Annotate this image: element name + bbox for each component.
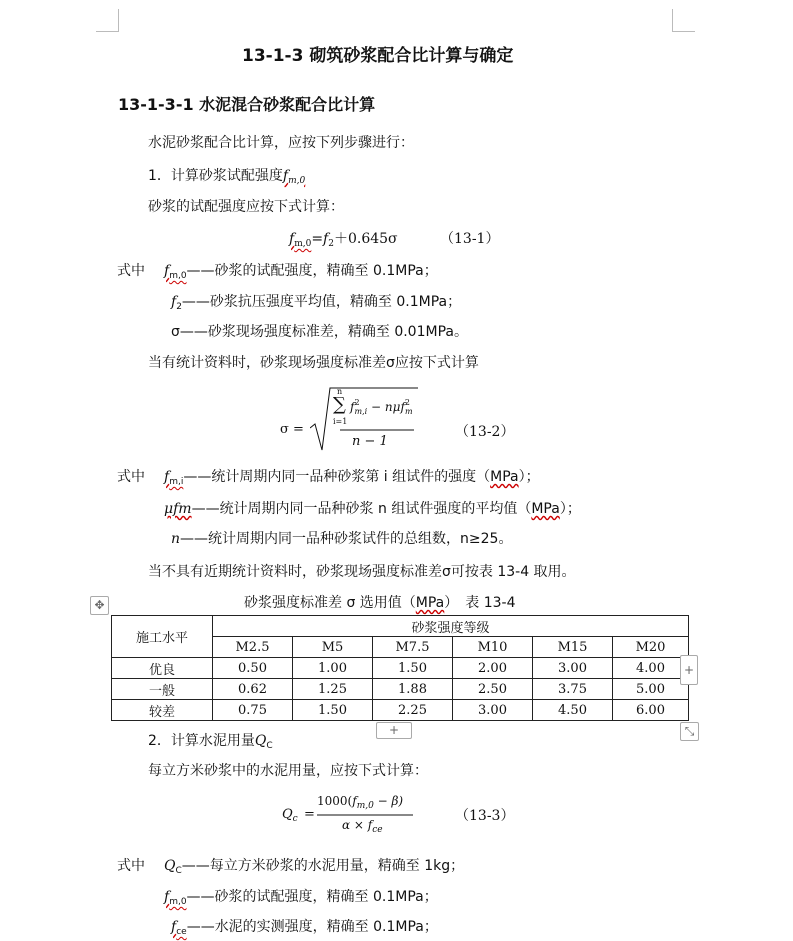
definition-f2: $f_2——$砂浆抗压强度平均值，精确至 0.1MPa；: [171, 294, 462, 312]
definition-fm0-2: $f_{m,0}——$砂浆的试配强度，精确至 0.1MPa；: [164, 889, 438, 907]
add-row-button[interactable]: +: [376, 722, 412, 739]
definition-fmi: $f_{m,i}——$统计周期内同一品种砂浆第 i 组试件的强度（MPa）；: [164, 469, 540, 487]
section-heading: 13-1-3-1 水泥混合砂浆配合比计算: [118, 95, 376, 114]
row-level: 较差: [112, 700, 213, 721]
add-column-button[interactable]: +: [680, 655, 698, 685]
definition-fce: $f_{ce}——$水泥的实测强度，精确至 0.1MPa；: [171, 919, 438, 937]
step1-desc: 砂浆的试配强度应按下式计算：: [148, 199, 344, 215]
stat-line: 当有统计资料时，砂浆现场强度标准差σ应按下式计算: [148, 355, 479, 371]
table-cell: 1.50: [373, 658, 453, 679]
table-cell: 0.62: [213, 679, 293, 700]
step1-label: 1．计算砂浆试配强度: [148, 168, 283, 184]
table-cell: 4.50: [533, 700, 613, 721]
header-strength-grade: 砂浆强度等级: [213, 616, 689, 637]
fraction-bar: [317, 814, 413, 816]
step2-desc: 每立方米砂浆中的水泥用量，应按下式计算：: [148, 763, 428, 779]
table-cell: 1.25: [293, 679, 373, 700]
equation-13-1: $f_{m,0}=f_2+0.645\sigma$: [289, 231, 398, 249]
equation-13-2: σ = n ∑ i=1 $f^2_{m,i} - n\mu f^2_m$ n − 1: [280, 386, 420, 452]
definition-qc: $Q_C——$每立方米砂浆的水泥用量，精确至 1kg；: [164, 858, 465, 876]
table-cell: 4.00: [613, 658, 689, 679]
nostat-line: 当不具有近期统计资料时，砂浆现场强度标准差σ可按表 13-4 取用。: [148, 564, 576, 580]
doc-title: 13-1-3 砌筑砂浆配合比计算与确定: [242, 46, 514, 66]
where-label-3: 式中: [117, 858, 145, 874]
table-move-handle[interactable]: ✥: [90, 596, 109, 615]
equation-13-1-number: （13-1）: [440, 231, 500, 247]
table-row: [112, 679, 689, 700]
definition-fm0: $f_{m,0}——$砂浆的试配强度，精确至 0.1MPa；: [164, 263, 438, 281]
equation-13-3-number: （13-3）: [455, 808, 515, 824]
table-cell: 3.75: [533, 679, 613, 700]
grade-header: M7.5: [373, 637, 453, 658]
table-row: [112, 658, 689, 679]
grade-header: M5: [293, 637, 373, 658]
page-corner-top-left: [96, 9, 119, 32]
step1-text: [148, 165, 305, 186]
definition-n: n——统计周期内同一品种砂浆试件的总组数，n≥25。: [171, 531, 513, 547]
grade-header: M10: [453, 637, 533, 658]
table-cell: 0.75: [213, 700, 293, 721]
step1-symbol: $f_{m,0}$: [282, 168, 306, 186]
table-row: [112, 700, 689, 721]
table-cell: 1.88: [373, 679, 453, 700]
table-cell: 2.50: [453, 679, 533, 700]
table-cell: 5.00: [613, 679, 689, 700]
header-construction-level: 施工水平: [112, 616, 213, 658]
grade-header: M15: [533, 637, 613, 658]
table-cell: 3.00: [533, 658, 613, 679]
equation-13-2-number: （13-2）: [455, 424, 515, 440]
step2-text: 2．计算水泥用量$Q_C$: [148, 733, 273, 751]
equation-13-3: $Q_c$ = $1000(f_{m,0} - \beta)$ $\alpha \times f_{ce}$: [282, 794, 432, 840]
intro-text: 水泥砂浆配合比计算，应按下列步骤进行：: [148, 135, 414, 151]
table-resize-handle[interactable]: ⤡: [680, 722, 699, 741]
page-corner-top-right: [672, 9, 695, 32]
where-label-1: 式中: [117, 263, 145, 279]
table-cell: 2.00: [453, 658, 533, 679]
definition-sigma: σ——砂浆现场强度标准差，精确至 0.01MPa。: [171, 324, 468, 340]
table-caption: 砂浆强度标准差 σ 选用值（MPa） 表 13-4: [244, 595, 516, 611]
row-level: 一般: [112, 679, 213, 700]
where-label-2: 式中: [117, 469, 145, 485]
table-cell: 1.50: [293, 700, 373, 721]
table-cell: 2.25: [373, 700, 453, 721]
definition-mufm: μfm——统计周期内同一品种砂浆 n 组试件强度的平均值（MPa）；: [164, 501, 581, 517]
table-13-4: [111, 615, 689, 721]
table-cell: 3.00: [453, 700, 533, 721]
grade-header: M2.5: [213, 637, 293, 658]
grade-header: M20: [613, 637, 689, 658]
table-cell: 1.00: [293, 658, 373, 679]
row-level: 优良: [112, 658, 213, 679]
table-cell: 0.50: [213, 658, 293, 679]
table-cell: 6.00: [613, 700, 689, 721]
